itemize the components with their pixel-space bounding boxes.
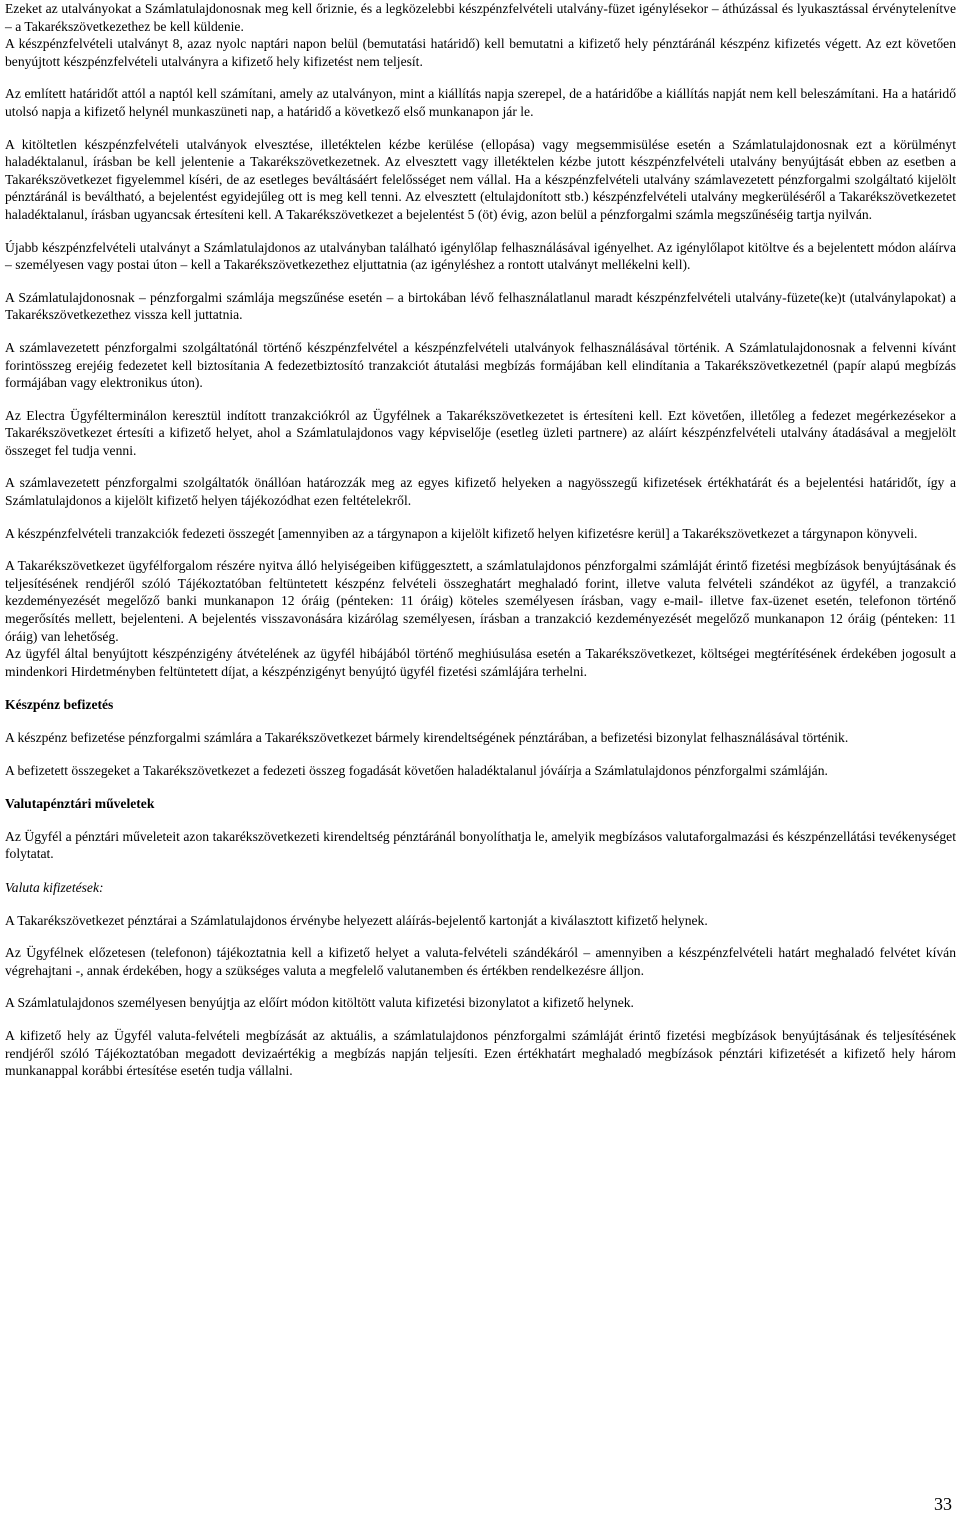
paragraph: Az említett határidőt attól a naptól kell számítani, amely az utalványon, mint a kiállítás napja szerepel, de a határidőbe a kiállítás napját nem kell beleszámítani. Ha a határidő utolsó napja a kifizető helynél munkaszüneti nap, a határidő a következő első munkanapon jár le. <box>5 86 956 119</box>
paragraph: A Takarékszövetkezet pénztárai a Számlatulajdonos érvénybe helyezett aláírás-bejelentő kartonját a kiválasztott kifizető helynek. <box>5 912 708 928</box>
paragraph: A kifizető hely az Ügyfél valuta-felvételi megbízását az aktuális, a számlatulajdonos pénzforgalmi számláját érintő fizetési megbízások benyújtásának és teljesítésének rendjéről szóló Tájékoztatóban megadott devizaértékig a megbízás napján teljesíti. Ezen értékhatárt meghaladó megbízások pénztári kifizetését a kifizető hely három munkanappal korábbi értesítése esetén tudja vállalni. <box>5 1027 956 1079</box>
paragraph: A Takarékszövetkezet ügyfélforgalom részére nyitva álló helyiségeiben kifüggesztett, a számlatulajdonos pénzforgalmi számláját érintő fizetési megbízások benyújtásának és teljesítésének rendjéről szóló Tájékoztatóban feltüntetett készpénz felvételi összeghatárt meghaladó forint, illetve valuta felvételi szándékot az ügyfél, a tranzakció kezdeményezését megelőző banki munkanapon 12 óráig (pénteken: 11 óráig) köteles személyesen írásban, vagy e-mail- illetve fax-üzenet esetén, telefonon történő megerősítés mellett, bejelenteni. A bejelentés visszavonására kizárólag személyesen, írásban a tranzakció kezdeményezését megelőző munkanapon 12 óráig (pénteken: 11 óráig) van lehetőség. <box>5 558 956 644</box>
paragraph: A befizetett összegeket a Takarékszövetkezet a fedezeti összeg fogadását követően haladéktalanul jóváírja a Számlatulajdonos pénzforgalmi számláján. <box>5 762 828 778</box>
section-heading: Valutapénztári műveletek <box>5 796 155 812</box>
paragraph: Ezeket az utalványokat a Számlatulajdonosnak meg kell őriznie, és a legközelebbi készpénzfelvételi utalvány-füzet igénylésekor – áthúzással és lyukasztással érvénytelenítve – a Takarékszövetkezethez be kell küldenie. <box>5 1 956 34</box>
paragraph: A Számlatulajdonos személyesen benyújtja az előírt módon kitöltött valuta kifizetési bizonylatot a kifizető helynek. <box>5 995 634 1011</box>
paragraph: A készpénzfelvételi utalványt 8, azaz nyolc naptári napon belül (bemutatási határidő) kell bemutatni a kifizető hely pénztáránál készpénz kifizetés végett. Az ezt követően benyújtott készpénzfelvételi utalványra a kifizető hely kifizetést nem teljesít. <box>5 36 956 69</box>
subsection-heading: Valuta kifizetések: <box>5 879 104 895</box>
paragraph: A számlavezetett pénzforgalmi szolgáltatók önállóan határozzák meg az egyes kifizető helyeken a nagyösszegű kifizetések értékhatárát és a bejelentési határidőt, így a Számlatulajdonos a kijelölt kifizető helyen tájékozódhat ezen feltételekről. <box>5 475 956 509</box>
paragraph: Az Electra Ügyfélterminálon keresztül indított tranzakciókról az Ügyfélnek a Takarékszövetkezetet is értesíteni kell. Ezt követően, illetőleg a fedezet megérkezésekor a Takarékszövetkezet értesíti a kifizető helyet, ahol a Számlatulajdonos vagy képviselője (esetleg üzleti partnere) az aláírt készpénzfelvételi utalvány átadásával a megjelölt összeget fel tudja venni. <box>5 407 956 458</box>
section-heading: Készpénz befizetés <box>5 697 114 713</box>
page-number: 33 <box>934 1494 952 1515</box>
paragraph: A kitöltetlen készpénzfelvételi utalványok elvesztése, illetéktelen kézbe kerülése (ellopása) vagy megsemmisülése esetén a Számlatulajdonosnak ezt a körülményt haladéktalanul, írásban be kell jelentenie a Takarékszövetkezetnek. Az elvesztett vagy illetéktelen kézbe jutott készpénzfelvételi utalvány benyújtását ebben az esetben a Takarékszövetkezet figyelemmel kíséri, de az esetleges beváltásáért felelősséget nem vállal. Ha a készpénzfelvételi utalvány számlavezetett pénzforgalmi szolgáltató kijelölt pénztáránál is beváltható, a bejelentést egyidejűleg ott is meg kell tenni. Az elvesztett (eltulajdonított stb.) készpénzfelvételi utalvány megkerüléséről a Takarékszövetkezetet haladéktalanul, írásban ugyancsak értesíteni kell. A Takarékszövetkezet a bejelentést 5 (öt) évig, azon belül a pénzforgalmi számla megszűnéséig tartja nyilván. <box>5 136 956 222</box>
document-page <box>5 0 956 1080</box>
paragraph: A készpénz befizetése pénzforgalmi számlára a Takarékszövetkezet bármely kirendeltségének pénztárában, a befizetési bizonylat felhasználásával történik. <box>5 730 849 745</box>
paragraph: Az ügyfél által benyújtott készpénzigény átvételének az ügyfél hibájából történő meghiúsulása esetén a Takarékszövetkezet, költségei megtérítésének érdekében jogosult a mindenkori Hirdetményben feltüntetett díjat, a készpénzigényt benyújtó ügyfél fizetési számlájára terhelni. <box>5 646 956 679</box>
paragraph: Az Ügyfélnek előzetesen (telefonon) tájékoztatnia kell a kifizető helyet a valuta-felvételi szándékáról – amennyiben a készpénzfelvételi határt meghaladó felvétet kíván végrehajtani -, annak érdekében, hogy a szükséges valuta a megfelelő valutanemben és értékben rendelkezésre álljon. <box>5 945 956 978</box>
paragraph: Az Ügyfél a pénztári műveleteit azon takarékszövetkezeti kirendeltség pénztáránál bonyolíthatja le, amelyik megbízásos valutaforgalmazási és készpénzellátási tevékenységet folytatat. <box>5 828 956 862</box>
paragraph: A Számlatulajdonosnak – pénzforgalmi számlája megszűnése esetén – a birtokában lévő felhasználatlanul maradt készpénzfelvételi utalvány-füzete(ke)t (utalványlapokat) a Takarékszövetkezethez vissza kell juttatnia. <box>5 289 956 323</box>
paragraph: A számlavezetett pénzforgalmi szolgáltatónál történő készpénzfelvétel a készpénzfelvételi utalványok felhasználásával történik. A Számlatulajdonosnak a felvenni kívánt forintösszeg erejéig fedezetet kell biztosítania A fedezetbiztosító tranzakciót átutalási megbízás formájában kell elindítania a Takarékszövetkezetnél (papír alapú megbízás formájában vagy elektronikus úton). <box>5 339 956 391</box>
paragraph: A készpénzfelvételi tranzakciók fedezeti összegét [amennyiben az a tárgynapon a kijelölt kifizető helyen kifizetésre kerül] a Takarékszövetkezet a tárgynapon könyveli. <box>5 525 918 541</box>
paragraph: Újabb készpénzfelvételi utalványt a Számlatulajdonos az utalványban található igénylőlap felhasználásával igényelhet. Az igénylőlapot kitöltve és a bejelentett módon aláírva – személyesen vagy postai úton – kell a Takarékszövetkezethez eljuttatnia (az igényléshez a rontott utalványt mellékelni kell). <box>5 239 956 273</box>
